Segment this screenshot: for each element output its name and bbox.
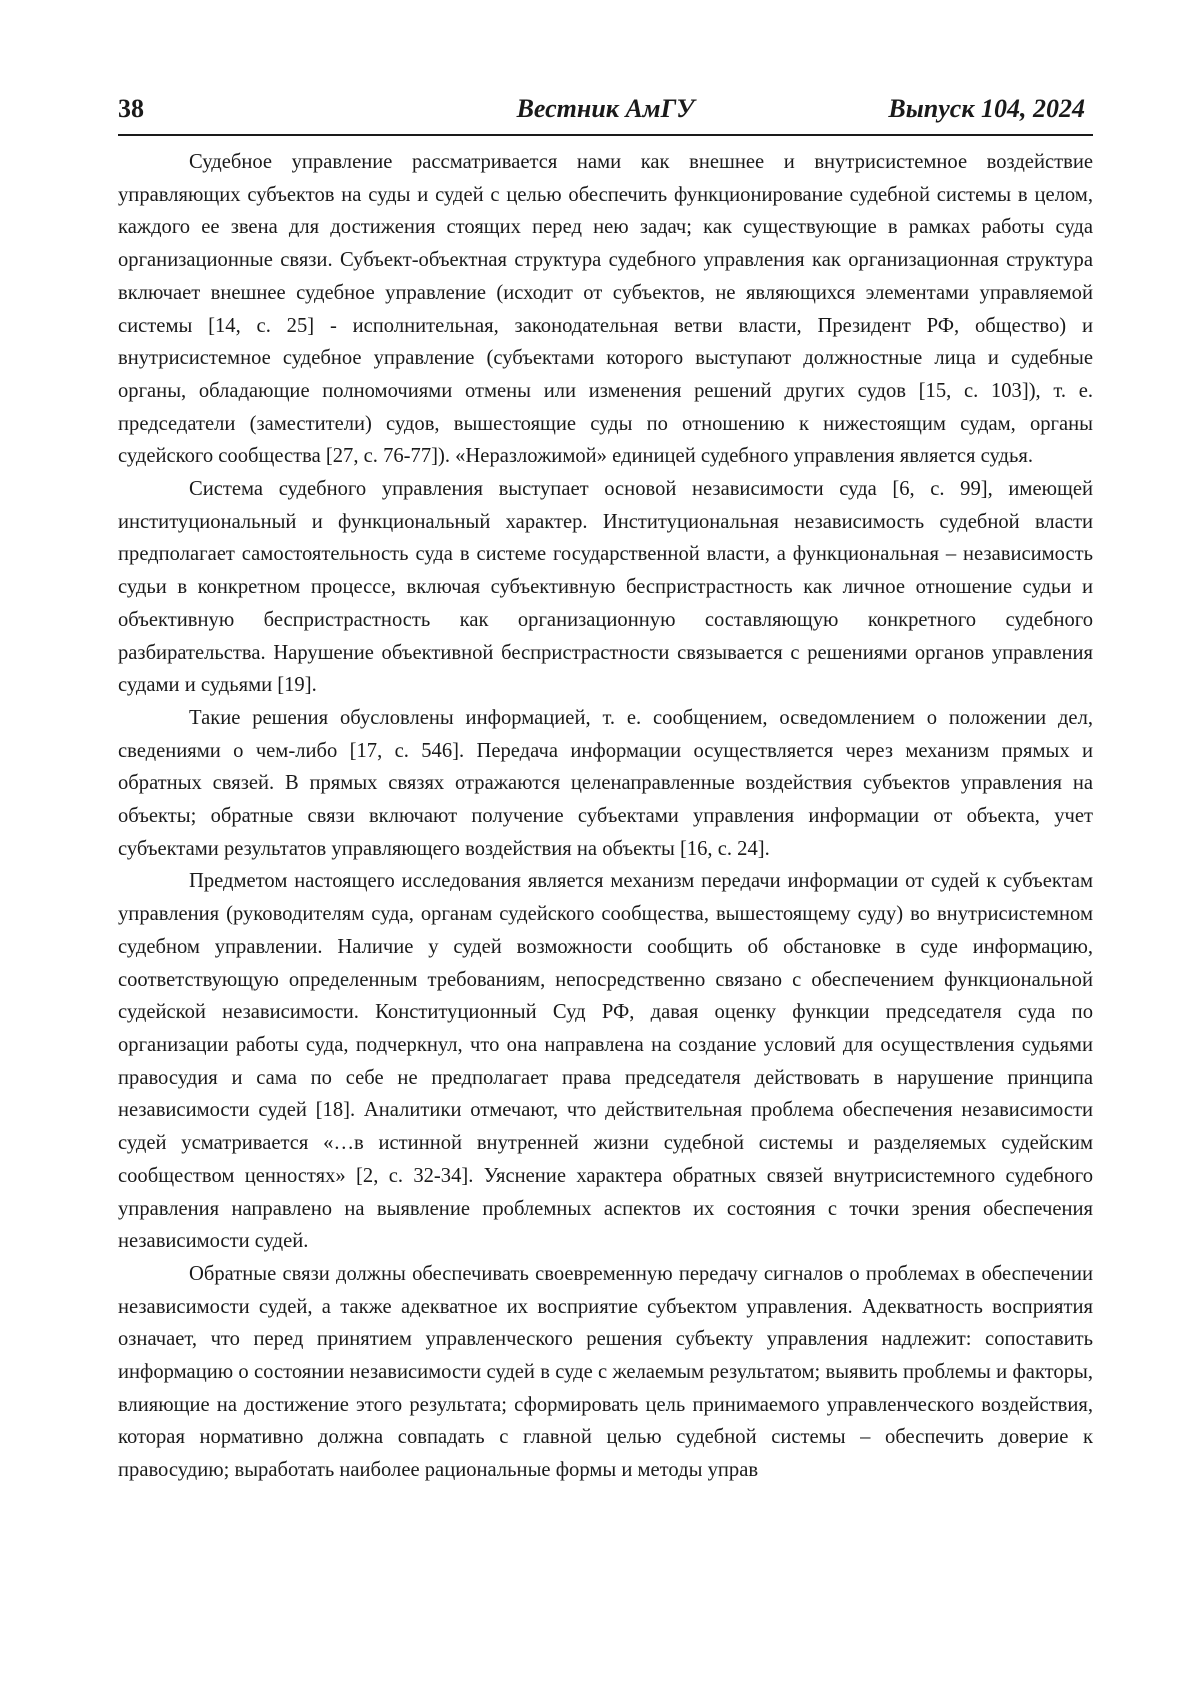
article-body	[118, 146, 1093, 1487]
document-page	[118, 88, 1093, 1487]
paragraph: Система судебного управления выступает основой независимости суда [6, с. 99], имеющей институциональный и функциональный характер. Институциональная независимость судебной власти предполагает самостоятельность суда в системе государственной власти, а функциональная – независимость судьи в конкретном процессе, включая субъективную беспристрастность как личное отношение судьи и объективную беспристрастность как организационную составляющую конкретного судебного разбирательства. Нарушение объективной беспристрастности связывается с решениями органов управления судами и судьями [19].	[118, 478, 1093, 697]
journal-title: Вестник АмГУ	[516, 94, 695, 123]
paragraph: Обратные связи должны обеспечивать своевременную передачу сигналов о проблемах в обеспечении независимости судей, а также адекватное их восприятие субъектом управления. Адекватность восприятия означает, что перед принятием управленческого решения субъекту управления надлежит: сопоставить информацию о состоянии независимости судей в суде с желаемым результатом; выявить проблемы и факторы, влияющие на достижение этого результата; сформировать цель принимаемого управленческого воздействия, которая нормативно должна совпадать с главной целью судебной системы – обеспечить доверие к правосудию; выработать наиболее рациональные формы и методы управ	[118, 1262, 1093, 1482]
issue-label: Выпуск 104, 2024	[888, 94, 1085, 123]
paragraph: Предметом настоящего исследования является механизм передачи информации от судей к субъектам управления (руководителям суда, органам судейского сообщества, вышестоящему суду) во внутрисистемном судебном управлении. Наличие у судей возможности сообщить об обстановке в суде информацию, соответствующую определенным требованиям, непосредственно связано с обеспечением функциональной судейской независимости. Конституционный Суд РФ, давая оценку функции председателя суда по организации работы суда, подчеркнул, что она направлена на создание условий для осуществления судьями правосудия и сама по себе не предполагает права председателя действовать в нарушение принципа независимости судей [18]. Аналитики отмечают, что действительная проблема обеспечения независимости судей усматривается «…в истинной внутренней жизни судебной системы и разделяемых судейским сообществом ценностях» [2, с. 32-34]. Уяснение характера обратных связей внутрисистемного судебного управления направлено на выявление проблемных аспектов их состояния с точки зрения обеспечения независимости судей.	[118, 870, 1093, 1253]
paragraph: Судебное управление рассматривается нами как внешнее и внутрисистемное воздействие управляющих субъектов на суды и судей с целью обеспечить функционирование судебной системы в целом, каждого ее звена для достижения стоящих перед нею задач; как существующие в рамках работы суда организационные связи. Субъект-объектная структура судебного управления как организационная структура включает внешнее судебное управление (исходит от субъектов, не являющихся элементами управляемой системы [14, с. 25] - исполнительная, законодательная ветви власти, Президент РФ, общество) и внутрисистемное судебное управление (субъектами которого выступают должностные лица и судебные органы, обладающие полномочиями отмены или изменения решений других судов [15, с. 103]), т. е. председатели (заместители) судов, вышестоящие суды по отношению к нижестоящим судам, органы судейского сообщества [27, с. 76-77]). «Неразложимой» единицей судебного управления является судья.	[118, 151, 1093, 468]
running-header	[118, 88, 1093, 136]
paragraph: Такие решения обусловлены информацией, т. е. сообщением, осведомлением о положении дел, сведениями о чем-либо [17, с. 546]. Передача информации осуществляется через механизм прямых и обратных связей. В прямых связях отражаются целенаправленные воздействия субъектов управления на объекты; обратные связи включают получение субъектами управления информации от объекта, учет субъектами результатов управляющего воздействия на объекты [16, с. 24].	[118, 706, 1093, 860]
page-number: 38	[118, 94, 144, 123]
